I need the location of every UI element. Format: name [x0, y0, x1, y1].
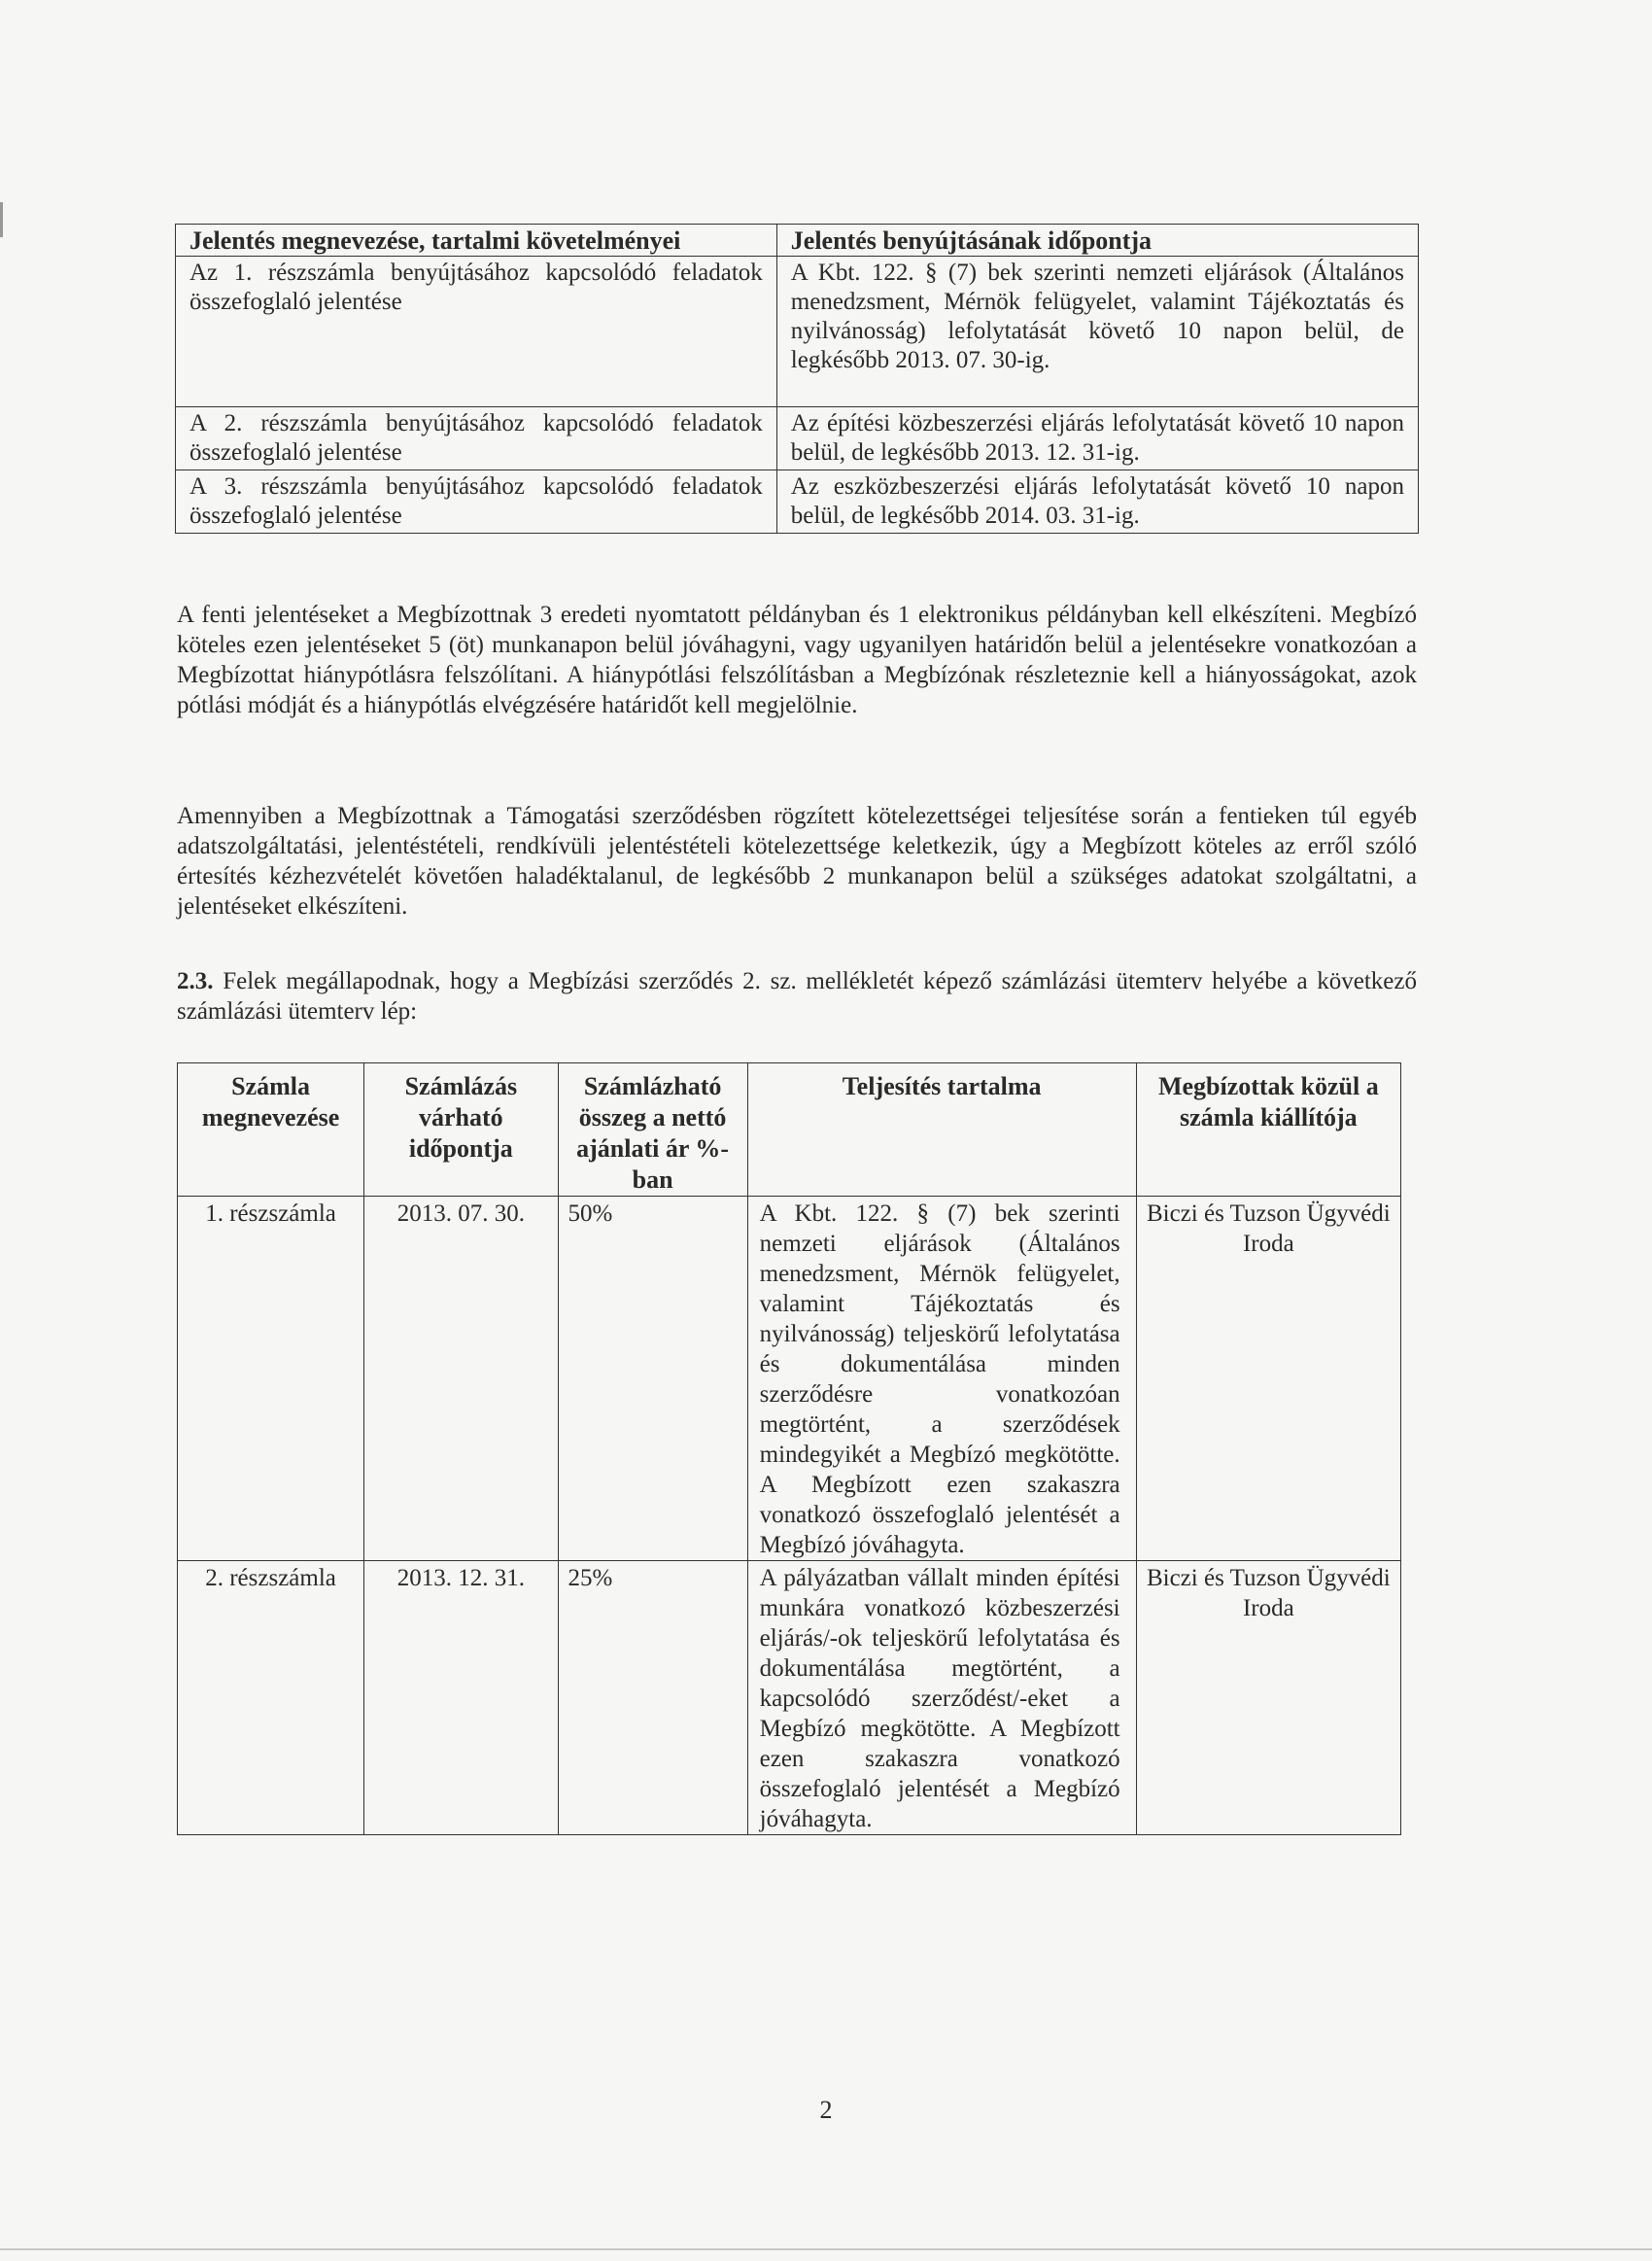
invoice-date-cell: 2013. 07. 30.: [364, 1197, 558, 1561]
table-row: [176, 257, 1419, 407]
fulfilment-content-cell: A pályázatban vállalt minden építési munkára vonatkozó közbeszerzési eljárás/-ok teljeskörű lefolytatása és dokumentálása megtörtént, a kapcsolódó szerződést/-eket a Megbízó megkötötte. A Megbízott ezen szakaszra vonatkozó összefoglaló jelentését a Megbízó jóváhagyta.: [747, 1561, 1136, 1835]
report-deadline-cell: Az eszközbeszerzési eljárás lefolytatását követő 10 napon belül, de legkésőbb 2014. 03. 31-ig.: [776, 470, 1418, 534]
report-deadline-cell: Az építési közbeszerzési eljárás lefolytatását követő 10 napon belül, de legkésőbb 2013. 12. 31-ig.: [776, 407, 1418, 470]
report-name-cell: Az 1. részszámla benyújtásához kapcsolódó feladatok összefoglaló jelentése: [176, 257, 777, 407]
section-text: Felek megállapodnak, hogy a Megbízási szerződés 2. sz. mellékletét képező számlázási ütemterv helyébe a következő számlázási ütemterv lép:: [177, 968, 1417, 1025]
invoice-percent-cell: 50%: [558, 1197, 747, 1561]
report-name-cell: A 3. részszámla benyújtásához kapcsolódó feladatok összefoglaló jelentése: [176, 470, 777, 534]
table-header-row: [176, 225, 1419, 257]
invoice-name-cell: 2. részszámla: [178, 1561, 364, 1835]
billing-schedule-table: [177, 1062, 1401, 1835]
table-row: [178, 1561, 1401, 1835]
scan-edge-mark: [0, 202, 3, 237]
invoice-issuer-cell: Biczi és Tuzson Ügyvédi Iroda: [1136, 1197, 1400, 1561]
invoice-issuer-cell: Biczi és Tuzson Ügyvédi Iroda: [1136, 1561, 1400, 1835]
paragraph-extra-obligations: Amennyiben a Megbízottnak a Támogatási szerződésben rögzített kötelezettségei teljesítése során a fentieken túl egyéb adatszolgáltatási, jelentéstételi, rendkívüli jelentéstételi kötelezettsége keletkezik, úgy a Megbízott köteles az erről szóló értesítés kézhezvételét követően haladéktalanul, de legkésőbb 2 munkanapon belül a szükséges adatokat szolgáltatni, a jelentéseket elkészíteni.: [177, 803, 1417, 920]
table-header-row: [178, 1063, 1401, 1197]
invoice-date-cell: 2013. 12. 31.: [364, 1561, 558, 1835]
header-invoice-percent: Számlázható összeg a nettó ajánlati ár %-ban: [558, 1063, 747, 1197]
header-report-deadline: Jelentés benyújtásának időpontja: [776, 225, 1418, 257]
header-invoice-name: Számla megnevezése: [178, 1063, 364, 1197]
table-row: [178, 1197, 1401, 1561]
header-invoice-issuer: Megbízottak közül a számla kiállítója: [1136, 1063, 1400, 1197]
report-deadline-cell: A Kbt. 122. § (7) bek szerinti nemzeti eljárások (Általános menedzsment, Mérnök felügyelet, valamint Tájékoztatás és nyilvánosság) lefolytatását követő 10 napon belül, de legkésőbb 2013. 07. 30-ig.: [776, 257, 1418, 407]
scan-bottom-edge: [0, 2248, 1652, 2250]
invoice-name-cell: 1. részszámla: [178, 1197, 364, 1561]
invoice-percent-cell: 25%: [558, 1561, 747, 1835]
section-2-3: [177, 966, 1417, 1026]
paragraph-report-copies: A fenti jelentéseket a Megbízottnak 3 eredeti nyomtatott példányban és 1 elektronikus példányban kell elkészíteni. Megbízó köteles ezen jelentéseket 5 (öt) munkanapon belül jóváhagyni, vagy ugyanilyen határidőn belül a jelentésekre vonatkozóan a Megbízottat hiánypótlásra felszólítani. A hiánypótlási felszólításban a Megbízónak részleteznie kell a hiányosságokat, azok pótlási módját és a hiánypótlás elvégzésére határidőt kell megjelölnie.: [177, 602, 1417, 718]
section-number: 2.3.: [177, 968, 214, 994]
header-invoice-date: Számlázás várható időpontja: [364, 1063, 558, 1197]
table-row: [176, 470, 1419, 534]
page-number: 2: [819, 2096, 833, 2124]
table-row: [176, 407, 1419, 470]
report-requirements-table: [175, 224, 1419, 534]
report-name-cell: A 2. részszámla benyújtásához kapcsolódó feladatok összefoglaló jelentése: [176, 407, 777, 470]
header-fulfilment-content: Teljesítés tartalma: [747, 1063, 1136, 1197]
header-report-name: Jelentés megnevezése, tartalmi követelményei: [176, 225, 777, 257]
fulfilment-content-cell: A Kbt. 122. § (7) bek szerinti nemzeti eljárások (Általános menedzsment, Mérnök felügyelet, valamint Tájékoztatás és nyilvánosság) teljeskörű lefolytatása és dokumentálása minden szerződésre vonatkozóan megtörtént, a szerződések mindegyikét a Megbízó megkötötte. A Megbízott ezen szakaszra vonatkozó összefoglaló jelentését a Megbízó jóváhagyta.: [747, 1197, 1136, 1561]
